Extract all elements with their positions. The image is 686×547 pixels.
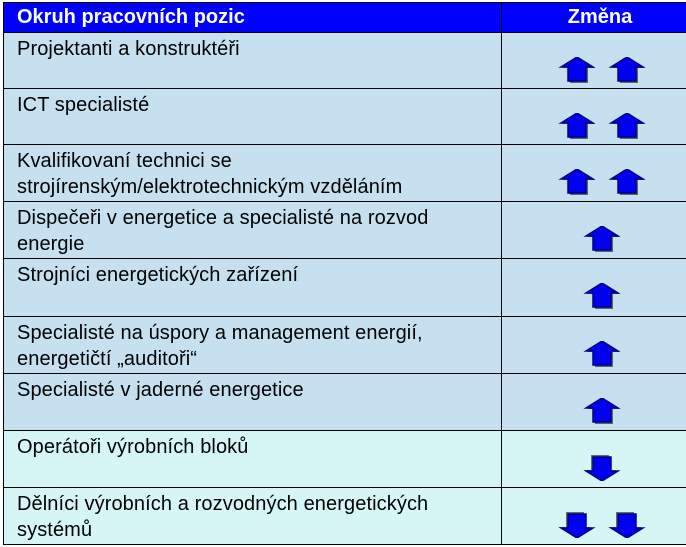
table-row — [4, 487, 686, 544]
table-row — [4, 33, 686, 89]
position-label: Specialisté v jaderné energetice — [4, 373, 502, 430]
position-label: Operátoři výrobních bloků — [4, 430, 502, 487]
table-header-row — [4, 3, 686, 33]
arrow-up-icon — [608, 57, 646, 83]
arrow-down-icon — [583, 455, 621, 481]
arrow-up-icon — [583, 341, 621, 367]
change-arrows — [502, 95, 686, 139]
change-arrows — [502, 265, 686, 309]
position-label: ICT specialisté — [4, 89, 502, 145]
arrow-up-icon — [608, 113, 646, 139]
arrow-down-icon — [608, 512, 646, 538]
column-header-positions: Okruh pracovních pozic — [4, 3, 502, 33]
table-body — [4, 33, 686, 545]
arrow-down-icon — [558, 512, 596, 538]
position-label: Projektanti a konstruktéři — [4, 33, 502, 89]
change-arrows — [502, 380, 686, 424]
change-cell — [502, 316, 686, 373]
arrow-up-icon — [583, 283, 621, 309]
change-cell — [502, 430, 686, 487]
table-row — [4, 259, 686, 316]
table-row — [4, 430, 686, 487]
change-cell — [502, 145, 686, 202]
position-label: Strojníci energetických zařízení — [4, 259, 502, 316]
arrow-up-icon — [558, 169, 596, 195]
change-arrows — [502, 208, 686, 252]
change-cell — [502, 202, 686, 259]
arrow-up-icon — [558, 113, 596, 139]
change-cell — [502, 373, 686, 430]
arrow-up-icon — [583, 398, 621, 424]
change-arrows — [502, 323, 686, 367]
job-change-table — [3, 2, 686, 545]
table-row — [4, 202, 686, 259]
change-cell — [502, 89, 686, 145]
change-cell — [502, 33, 686, 89]
arrow-up-icon — [608, 169, 646, 195]
change-cell — [502, 487, 686, 544]
table-row — [4, 316, 686, 373]
change-cell — [502, 259, 686, 316]
position-label: Kvalifikovaní technici se strojírenským/elektrotechnickým vzděláním — [4, 145, 502, 202]
table-row — [4, 373, 686, 430]
change-arrows — [502, 151, 686, 195]
change-arrows — [502, 437, 686, 481]
table-row — [4, 145, 686, 202]
position-label: Specialisté na úspory a management energií, energetičtí „auditoři“ — [4, 316, 502, 373]
change-arrows — [502, 494, 686, 538]
position-label: Dělníci výrobních a rozvodných energetických systémů — [4, 487, 502, 544]
table-row — [4, 89, 686, 145]
arrow-up-icon — [583, 226, 621, 252]
position-label: Dispečeři v energetice a specialisté na rozvod energie — [4, 202, 502, 259]
change-arrows — [502, 39, 686, 83]
arrow-up-icon — [558, 57, 596, 83]
column-header-change: Změna — [502, 3, 686, 33]
